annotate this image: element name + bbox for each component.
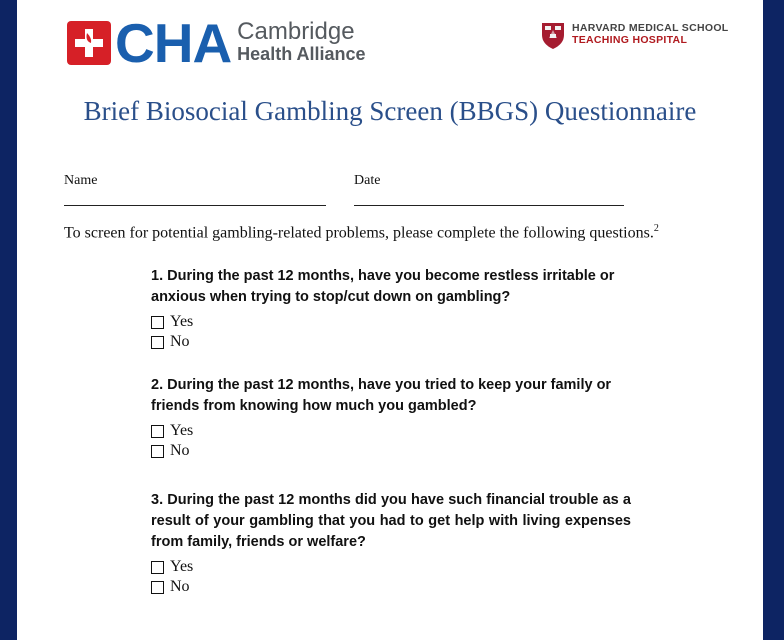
checkbox-icon[interactable] [151, 445, 164, 458]
cha-full-name [237, 18, 366, 65]
checkbox-icon[interactable] [151, 581, 164, 594]
footnote-marker: 2 [653, 223, 659, 234]
cha-abbreviation: CHA [115, 12, 232, 74]
checkbox-icon[interactable] [151, 425, 164, 438]
question-1-option-no[interactable] [151, 333, 190, 351]
question-1: 1. During the past 12 months, have you become restless irritable or anxious when trying to stop/cut down on gambling? [151, 268, 615, 305]
cha-logo [67, 12, 366, 74]
name-label: Name [64, 173, 98, 188]
checkbox-icon[interactable] [151, 316, 164, 329]
document-page [17, 0, 763, 640]
harvard-shield-icon [541, 22, 565, 50]
hms-line1: HARVARD MEDICAL SCHOOL [572, 22, 729, 34]
question-2: 2. During the past 12 months, have you tried to keep your family or friends from knowing how much you gambled? [151, 377, 612, 414]
option-label: No [170, 333, 190, 350]
question-3-option-yes[interactable] [151, 558, 193, 576]
checkbox-icon[interactable] [151, 561, 164, 574]
question-2-option-yes[interactable] [151, 422, 193, 440]
option-label: No [170, 578, 190, 595]
checkbox-icon[interactable] [151, 336, 164, 349]
date-field[interactable] [354, 205, 624, 206]
cha-name-line2: Health Alliance [237, 44, 366, 64]
intro-text [64, 223, 659, 242]
hms-text [572, 22, 729, 46]
question-3: 3. During the past 12 months did you have such financial trouble as a result of your gambling that you had to get help with living expenses from family, friends or welfare? [151, 492, 631, 550]
question-1-option-yes[interactable] [151, 313, 193, 331]
option-label: Yes [170, 313, 194, 330]
option-label: Yes [170, 558, 194, 575]
hms-line2: TEACHING HOSPITAL [572, 34, 688, 46]
date-label: Date [354, 173, 381, 188]
cha-name-line1: Cambridge [237, 18, 355, 45]
cha-cross-icon [67, 21, 111, 65]
question-2-option-no[interactable] [151, 442, 190, 460]
hms-logo [541, 22, 729, 50]
option-label: Yes [170, 422, 194, 439]
name-field[interactable] [64, 205, 326, 206]
page-title: Brief Biosocial Gambling Screen (BBGS) Questionnaire [83, 96, 697, 126]
question-3-option-no[interactable] [151, 578, 190, 596]
option-label: No [170, 442, 190, 459]
intro-sentence: To screen for potential gambling-related problems, please complete the following questions. [64, 224, 654, 242]
